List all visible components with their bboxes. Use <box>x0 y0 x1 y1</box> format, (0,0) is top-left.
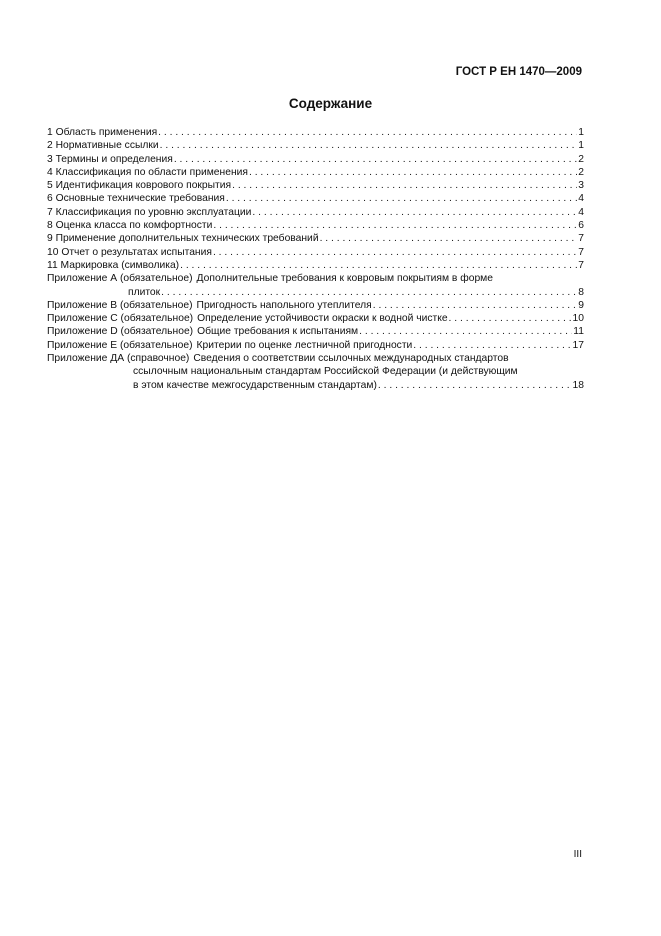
toc-entry-page: 10 <box>572 313 584 325</box>
document-id: ГОСТ Р ЕН 1470—2009 <box>455 66 582 78</box>
toc-entry[interactable] <box>47 246 584 259</box>
toc-entry-label: 9 Применение дополнительных технических требований <box>47 233 319 245</box>
toc-entry-page: 7 <box>578 246 584 258</box>
toc-entry[interactable] <box>47 259 584 272</box>
appendix-heading: Приложение В (обязательное) <box>47 299 193 311</box>
appendix-title-line: Сведения о соответствии ссылочных международных стандартов <box>193 353 509 365</box>
toc-entry-label: 5 Идентификация коврового покрытия <box>47 180 232 192</box>
toc-entry-page: 4 <box>578 193 584 205</box>
toc-entry-label: 8 Оценка класса по комфортности <box>47 220 213 232</box>
toc-leader <box>213 219 577 232</box>
toc-leader <box>161 286 577 299</box>
toc-appendix[interactable] <box>47 299 584 312</box>
toc-leader <box>449 312 572 325</box>
toc-entry-page: 2 <box>578 166 584 178</box>
appendix-heading: Приложение С (обязательное) <box>47 313 194 325</box>
toc-entry-page: 18 <box>572 379 584 391</box>
toc-entry-page: 17 <box>572 339 584 351</box>
toc-title: Содержание <box>288 96 373 111</box>
toc-entry[interactable] <box>47 126 584 139</box>
toc-entry-label: 7 Классификация по уровню эксплуатации <box>47 206 252 218</box>
appendix-title-line: Определение устойчивости окраски к водной чистке <box>197 313 448 325</box>
toc-entry[interactable] <box>47 153 584 166</box>
toc-entry-page: 3 <box>578 180 584 192</box>
appendix-continuation <box>47 365 584 378</box>
toc-leader <box>249 166 577 179</box>
toc-entry[interactable] <box>47 206 584 219</box>
toc-entry-label: 2 Нормативные ссылки <box>47 140 159 152</box>
toc-appendix[interactable] <box>47 312 584 325</box>
appendix-title-line: Критерии по оценке лестничной пригодности <box>196 339 413 351</box>
appendix-heading: Приложение ДА (справочное) <box>47 353 190 365</box>
table-of-contents <box>47 126 584 392</box>
toc-leader <box>213 246 577 259</box>
toc-entry-label: 3 Термины и определения <box>47 153 173 165</box>
toc-entry-page: 1 <box>578 127 584 138</box>
toc-entry[interactable] <box>47 179 584 192</box>
appendix-title-line: Общие требования к испытаниям <box>197 326 359 338</box>
appendix-last-line[interactable] <box>47 286 584 299</box>
toc-leader <box>378 379 572 392</box>
appendix-title-line: Дополнительные требования к ковровым покрытиям в форме <box>196 273 493 285</box>
toc-entry-page: 2 <box>578 153 584 165</box>
toc-entry[interactable] <box>47 219 584 232</box>
toc-entry-page: 1 <box>578 140 584 152</box>
appendix-heading: Приложение Е (обязательное) <box>47 339 193 351</box>
toc-leader <box>413 339 571 352</box>
toc-leader <box>226 192 577 205</box>
toc-entry-page: 4 <box>578 206 584 218</box>
toc-entry-page: 9 <box>578 299 584 311</box>
toc-entry[interactable] <box>47 166 584 179</box>
toc-appendix[interactable] <box>47 352 584 365</box>
toc-leader <box>373 299 578 312</box>
toc-appendix[interactable] <box>47 325 584 338</box>
appendix-heading: Приложение А (обязательное) <box>47 273 193 285</box>
appendix-title-line: плиток <box>128 286 161 298</box>
toc-leader <box>180 259 577 272</box>
toc-leader <box>174 153 577 166</box>
toc-entry[interactable] <box>47 232 584 245</box>
toc-entry-page: 11 <box>573 326 584 338</box>
toc-entry-label: 1 Область применения <box>47 127 158 138</box>
toc-leader <box>359 325 572 338</box>
toc-entry-page: 7 <box>578 233 584 245</box>
toc-entry-page: 7 <box>578 259 584 271</box>
toc-entry-label: 4 Классификация по области применения <box>47 166 248 178</box>
toc-leader <box>252 206 577 219</box>
toc-entry-page: 8 <box>578 286 584 298</box>
appendix-last-line[interactable] <box>47 379 584 392</box>
toc-entry-label: 6 Основные технические требования <box>47 193 225 205</box>
toc-entry-label: 11 Маркировка (символика) <box>47 259 180 271</box>
toc-leader <box>158 126 577 139</box>
toc-leader <box>320 232 578 245</box>
appendix-title-line: ссылочным национальным стандартам Российской Федерации (и действующим <box>133 366 518 378</box>
appendix-title-line: в этом качестве межгосударственным стандартам) <box>133 379 377 391</box>
toc-leader <box>160 139 578 152</box>
page-number: III <box>573 849 582 860</box>
appendix-heading: Приложение D (обязательное) <box>47 326 194 338</box>
toc-entry-label: 10 Отчет о результатах испытания <box>47 246 212 258</box>
appendix-title-line: Пригодность напольного утеплителя <box>196 299 372 311</box>
toc-leader <box>232 179 577 192</box>
toc-entry[interactable] <box>47 192 584 205</box>
toc-appendix[interactable] <box>47 272 584 285</box>
toc-entry[interactable] <box>47 139 584 152</box>
toc-appendix[interactable] <box>47 339 584 352</box>
toc-entry-page: 6 <box>578 220 584 232</box>
